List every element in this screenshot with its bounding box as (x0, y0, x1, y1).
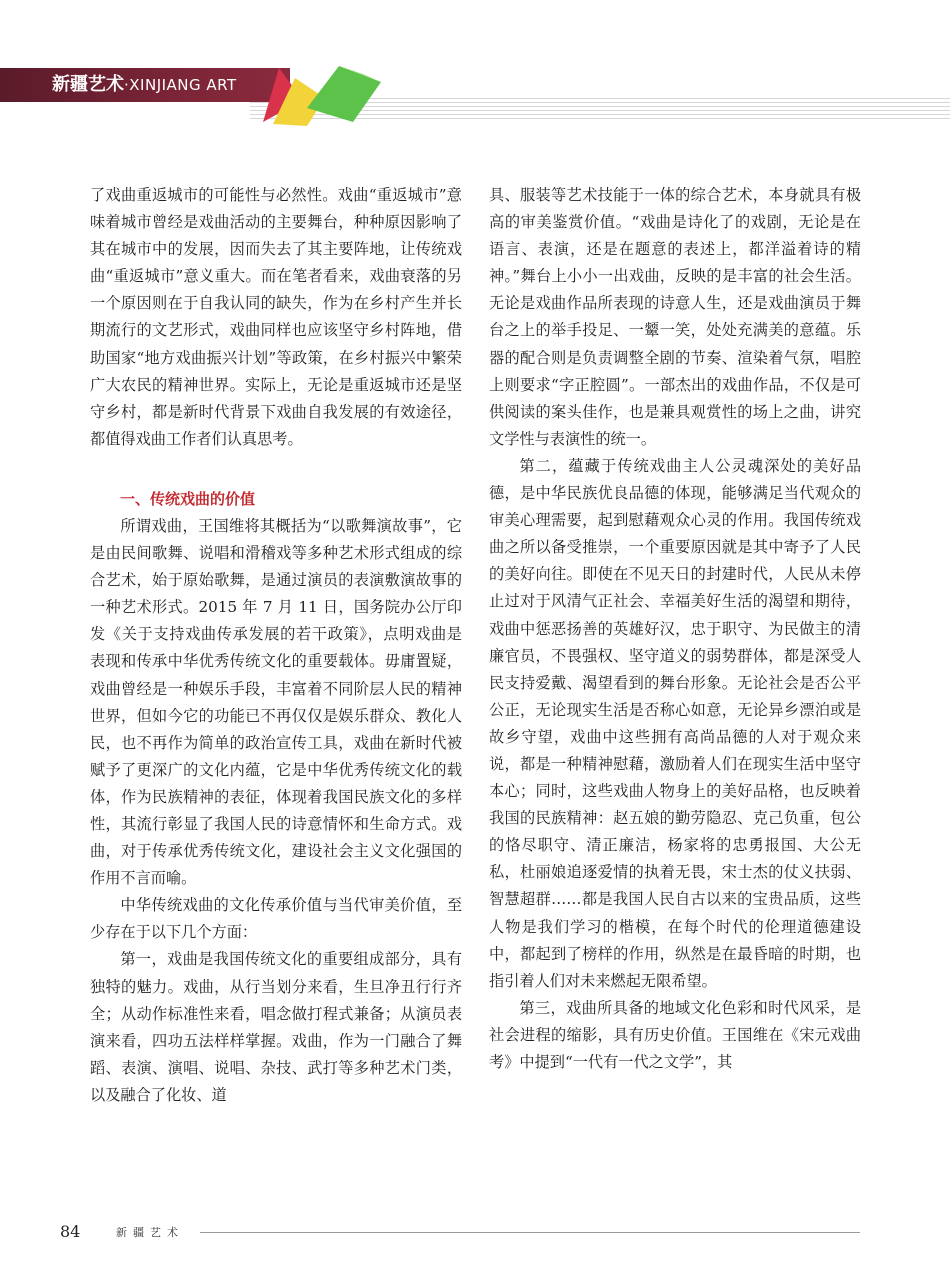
page-number: 84 (60, 1222, 81, 1241)
journal-header-title (52, 72, 237, 98)
left-paragraph-2: 所谓戏曲，王国维将其概括为“以歌舞演故事”，它是由民间歌舞、说唱和滑稽戏等多种艺术形式组成的综合艺术，始于原始歌舞，是通过演员的表演敷演故事的一种艺术形式。2015 年 7 月 11 日，国务院办公厅印发《关于支持戏曲传承发展的若干政策》，点明戏曲是表现和传承中华优秀传统文化的重要载体。毋庸置疑，戏曲曾经是一种娱乐手段，丰富着不同阶层人民的精神世界，但如今它的功能已不再仅仅是娱乐群众、教化人民，也不再作为简单的政治宣传工具，戏曲在新时代被赋予了更深广的文化内蕴，它是中华优秀传统文化的载体，作为民族精神的表征，体现着我国民族文化的多样性，其流行彰显了我国人民的诗意情怀和生命方式。戏曲，对于传承优秀传统文化，建设社会主义文化强国的作用不言而喻。 (90, 516, 462, 888)
journal-name-cn: 新疆艺术 (52, 74, 124, 95)
left-paragraph-1: 了戏曲重返城市的可能性与必然性。戏曲“重返城市”意味着城市曾经是戏曲活动的主要舞台，种种原因影响了其在城市中的发展，因而失去了其主要阵地，让传统戏曲“重返城市”意义重大。而在笔者看来，戏曲衰落的另一个原因则在于自我认同的缺失，作为在乡村产生并长期流行的文艺形式，戏曲同样也应该坚守乡村阵地，借助国家“地方戏曲振兴计划”等政策，在乡村振兴中繁荣广大农民的精神世界。实际上，无论是重返城市还是坚守乡村，都是新时代背景下戏曲自我发展的有效途径，都值得戏曲工作者们认真思考。 (90, 186, 462, 448)
footer-journal-label: 新疆艺术 (116, 1226, 184, 1239)
right-paragraph-2: 第二，蕴藏于传统戏曲主人公灵魂深处的美好品德，是中华民族优良品德的体现，能够满足当代观众的审美心理需要，起到慰藉观众心灵的作用。我国传统戏曲之所以备受推崇，一个重要原因就是其中寄予了人民的美好向往。即使在不见天日的封建时代，人民从未停止过对于风清气正社会、幸福美好生活的渴望和期待，戏曲中惩恶扬善的英雄好汉，忠于职守、为民做主的清廉官员，不畏强权、坚守道义的弱势群体，都是深受人民支持爱戴、渴望看到的舞台形象。无论社会是否公平公正，无论现实生活是否称心如意，无论异乡漂泊或是故乡守望，戏曲中这些拥有高尚品德的人对于观众来说，都是一种精神慰藉，激励着人们在现实生活中坚守本心；同时，这些戏曲人物身上的美好品格，也反映着我国的民族精神：赵五娘的勤劳隐忍、克己负重，包公的恪尽职守、清正廉洁，杨家将的忠勇报国、大公无私，杜丽娘追逐爱情的执着无畏，宋士杰的仗义扶弱、智慧超群……都是我国人民自古以来的宝贵品质，这些人物是我们学习的楷模，在每个时代的伦理道德建设中，都起到了榜样的作用，纵然是在最昏暗的时期，也指引着人们对未来燃起无限希望。 (489, 456, 861, 990)
left-paragraph-3: 中华传统戏曲的文化传承价值与当代审美价值，至少存在于以下几个方面： (90, 896, 462, 942)
journal-name-en: ·XINJIANG ART (124, 76, 237, 94)
header-decoration-graphic (255, 60, 395, 130)
footer-rule (200, 1232, 860, 1233)
right-paragraph-3: 第三，戏曲所具备的地域文化色彩和时代风采，是社会进程的缩影，具有历史价值。王国维在《宋元戏曲考》中提到“一代有一代之文学”，其 (489, 998, 861, 1071)
right-paragraph-1: 具、服装等艺术技能于一体的综合艺术，本身就具有极高的审美鉴赏价值。“戏曲是诗化了的戏剧，无论是在语言、表演，还是在题意的表述上，都洋溢着诗的精神。”舞台上小小一出戏曲，反映的是丰富的社会生活。无论是戏曲作品所表现的诗意人生，还是戏曲演员于舞台之上的举手投足、一颦一笑，处处充满美的意蕴。乐器的配合则是负责调整全剧的节奏、渲染着气氛，唱腔上则要求“字正腔圆”。一部杰出的戏曲作品，不仅是可供阅读的案头佳作，也是兼具观赏性的场上之曲，讲究文学性与表演性的统一。 (489, 186, 861, 448)
right-column (489, 182, 861, 1076)
left-column (90, 182, 462, 1109)
section-title: 一、传统戏曲的价值 (120, 489, 256, 508)
deco-green-shape (307, 66, 381, 122)
page-footer (60, 1222, 860, 1242)
left-paragraph-4: 第一，戏曲是我国传统文化的重要组成部分，具有独特的魅力。戏曲，从行当划分来看，生旦净丑行行齐全；从动作标准性来看，唱念做打程式兼备；从演员表演来看，四功五法样样掌握。戏曲，作为一门融合了舞蹈、表演、演唱、说唱、杂技、武打等多种艺术门类，以及融合了化妆、道 (90, 950, 462, 1104)
